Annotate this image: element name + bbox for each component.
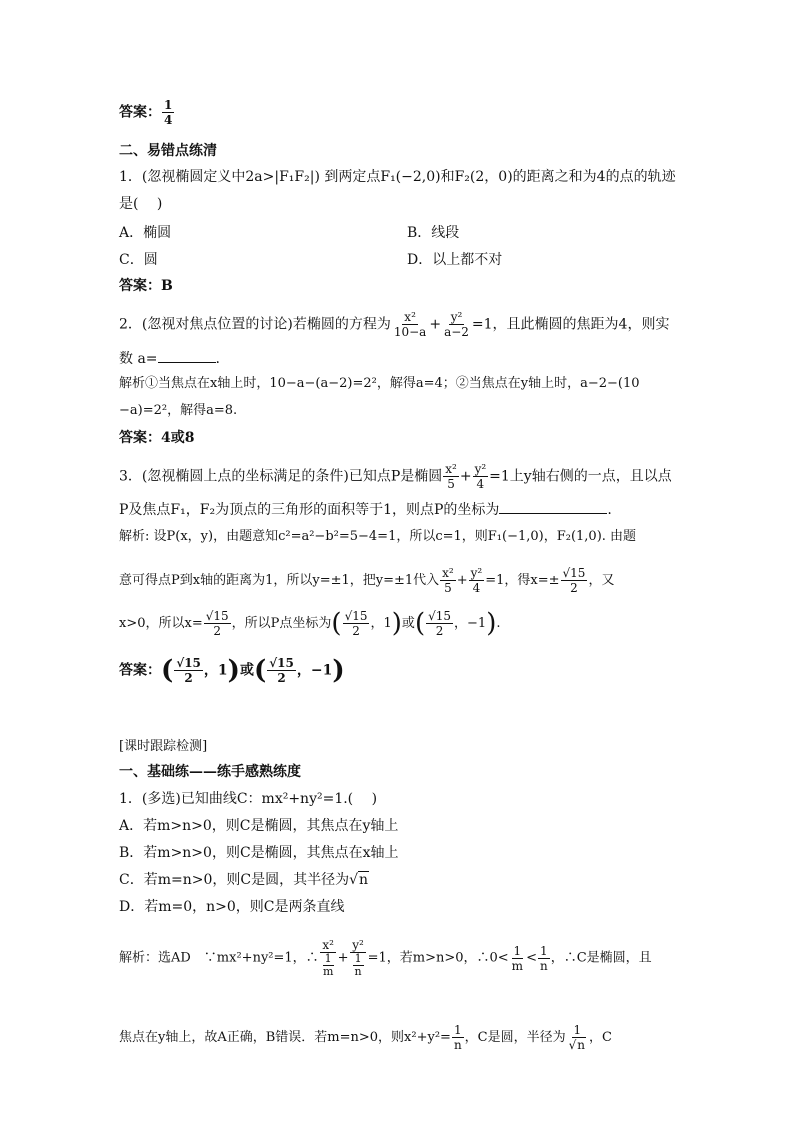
q1-answer: 答案：B bbox=[119, 278, 173, 294]
close-paren: ) bbox=[391, 608, 402, 639]
q1-stem-line1: 1．(忽视椭圆定义中2a>|F₁F₂|) 到两定点F₁(−2,0)和F₂(2，0)的距离之和为4的点的轨迹 bbox=[119, 169, 676, 185]
fraction-numerator: 1 bbox=[540, 943, 548, 958]
p1-stem: 1．(多选)已知曲线C：mx²+ny²=1.( ) bbox=[119, 791, 378, 807]
q2-post: =1，且此椭圆的焦距为4，则实 bbox=[471, 316, 670, 333]
sol-frac-sqrt15 bbox=[561, 566, 588, 595]
q2-stem-line1 bbox=[119, 310, 669, 339]
or-text: 或 bbox=[239, 662, 254, 679]
sqrt-radicand: n bbox=[359, 872, 369, 888]
q3-stem-line1 bbox=[119, 462, 672, 491]
plus-sign: + bbox=[337, 950, 349, 966]
fraction-denominator: 5 bbox=[447, 477, 455, 491]
coord1-y: ，1 bbox=[370, 616, 392, 631]
coord1-x bbox=[343, 609, 370, 638]
q3-solution-line3 bbox=[119, 609, 500, 638]
fraction-numerator: y² bbox=[450, 310, 463, 324]
fraction-denominator: a−2 bbox=[444, 325, 469, 339]
answer-blank[interactable] bbox=[499, 499, 607, 514]
q3-stem-line2 bbox=[119, 499, 612, 520]
fraction-denominator: 2 bbox=[213, 624, 222, 638]
fraction-denominator: m bbox=[511, 958, 524, 973]
open-paren: ( bbox=[414, 608, 426, 639]
answer-label: 答案： bbox=[119, 104, 161, 121]
q1-option-d: D．以上都不对 bbox=[407, 252, 503, 268]
open-paren: ( bbox=[253, 655, 267, 686]
fraction-numerator: 1 bbox=[354, 952, 362, 965]
fraction-numerator: √15 bbox=[344, 609, 368, 623]
fraction-numerator: 1 bbox=[453, 1023, 462, 1037]
q3-sol3-pre: x>0，所以x= bbox=[119, 616, 203, 631]
q2-answer: 答案：4或8 bbox=[119, 430, 195, 446]
fraction-numerator: x² bbox=[322, 938, 334, 952]
q3-post: =1上y轴右侧的一点，且以点 bbox=[489, 468, 672, 485]
p1-option-c bbox=[119, 870, 369, 890]
q3-line2-end: . bbox=[607, 502, 612, 518]
answer-top bbox=[119, 98, 175, 127]
sol-frac-x-over-1m bbox=[320, 938, 337, 978]
answer-label: 答案： bbox=[119, 662, 161, 679]
fraction-denominator: 2 bbox=[352, 624, 360, 638]
fraction-denominator: 4 bbox=[164, 113, 173, 127]
q2-frac-x bbox=[392, 310, 428, 339]
q3-solution-line1: 解析: 设P(x，y)，由题意知c²=a²−b²=5−4=1，所以c=1，则F₁(−1,0)，F₂(1,0). 由题 bbox=[119, 529, 637, 544]
p1-sol1-pre: 解析：选AD ∵mx²+ny²=1，∴ bbox=[119, 950, 319, 966]
plus-sign: + bbox=[459, 468, 472, 485]
sol-frac-y-over-1n bbox=[350, 938, 367, 978]
fraction-denominator: 2 bbox=[277, 671, 286, 685]
fraction-denominator bbox=[350, 953, 367, 978]
fraction-denominator: 10−a bbox=[393, 325, 427, 339]
p1-option-d: D．若m=0，n>0，则C是两条直线 bbox=[119, 899, 345, 915]
coord2-y: ，−1 bbox=[454, 616, 487, 631]
ans-coord1-x bbox=[174, 656, 203, 685]
fraction-numerator: √15 bbox=[269, 656, 294, 670]
open-paren: ( bbox=[161, 655, 174, 686]
fraction-numerator: 1 bbox=[513, 943, 522, 958]
plus-sign: + bbox=[456, 573, 468, 588]
fraction-denominator: 2 bbox=[570, 581, 578, 595]
q1-option-c: C．圆 bbox=[119, 252, 158, 268]
coord2-x bbox=[426, 609, 453, 638]
q1-option-b: B．线段 bbox=[407, 225, 460, 241]
q3-sol2-mid: =1，得x=± bbox=[485, 573, 560, 588]
sqrt-sign: √ bbox=[349, 872, 359, 888]
fraction-numerator: x² bbox=[404, 310, 416, 324]
frac-1-over-m bbox=[510, 944, 525, 973]
fraction-numerator: y² bbox=[474, 462, 487, 476]
q1-stem-line2: 是( ) bbox=[119, 196, 163, 212]
q2-line2-end: . bbox=[215, 351, 220, 367]
or-text: 或 bbox=[401, 616, 415, 631]
fraction-denominator: 4 bbox=[476, 477, 485, 491]
fraction-denominator: 2 bbox=[184, 671, 193, 685]
sol-frac-y bbox=[469, 566, 485, 595]
q2-frac-y bbox=[442, 310, 471, 339]
section-title-errors: 二、易错点练清 bbox=[119, 143, 217, 159]
fraction-numerator: y² bbox=[470, 566, 483, 580]
fraction-numerator: √15 bbox=[428, 609, 452, 623]
p1-option-b: B．若m>n>0，则C是椭圆，其焦点在x轴上 bbox=[119, 845, 399, 861]
p1-solution-line1 bbox=[119, 938, 652, 978]
open-paren: ( bbox=[331, 608, 342, 639]
fraction-numerator: √15 bbox=[562, 566, 586, 580]
p1-sol2-pre: 焦点在y轴上，故A正确，B错误．若m=n>0，则x²+y²= bbox=[119, 1030, 451, 1045]
fraction-denominator bbox=[320, 953, 337, 978]
p1-sol1-end: ，∴C是椭圆，且 bbox=[550, 950, 652, 966]
sol-frac-x bbox=[440, 566, 456, 595]
p1-sol2-mid: ，C是圆，半径为 bbox=[464, 1030, 566, 1045]
close-paren: ) bbox=[332, 655, 345, 686]
q3-sol3-mid: ，所以P点坐标为 bbox=[231, 616, 332, 631]
q3-answer bbox=[119, 656, 345, 685]
fraction-numerator: x² bbox=[445, 462, 457, 476]
section-title-basic: 一、基础练——练手感熟练度 bbox=[119, 764, 301, 780]
ans-coord1-y: ，1 bbox=[203, 662, 228, 679]
q2-solution-line2: −a)=2²，解得a=8. bbox=[119, 403, 238, 418]
q3-pre: 3．(忽视椭圆上点的坐标满足的条件)已知点P是椭圆 bbox=[119, 468, 443, 485]
answer-blank[interactable] bbox=[158, 348, 216, 363]
ans-coord2-x bbox=[267, 656, 296, 685]
fraction-denominator: √n bbox=[568, 1038, 586, 1052]
q1-option-a: A．椭圆 bbox=[119, 225, 172, 241]
p1-option-a: A．若m>n>0，则C是椭圆，其焦点在y轴上 bbox=[119, 818, 399, 834]
q3-sol2-end: ，又 bbox=[588, 573, 615, 588]
q3-frac-x bbox=[443, 462, 459, 491]
fraction-denominator: m bbox=[322, 965, 334, 978]
frac-1-over-n bbox=[452, 1023, 464, 1052]
p1-solution-line2 bbox=[119, 1023, 612, 1052]
fraction-denominator: 5 bbox=[444, 581, 452, 595]
q3-line2: P及焦点F₁，F₂为顶点的三角形的面积等于1，则点P的坐标为 bbox=[119, 502, 500, 518]
q3-sol3-end: . bbox=[496, 616, 501, 631]
fraction-numerator: y² bbox=[352, 938, 364, 952]
ans-coord2-y: ，−1 bbox=[296, 662, 333, 679]
tracking-header: [课时跟踪检测] bbox=[119, 739, 208, 754]
q2-line2: 数 a= bbox=[119, 351, 158, 367]
q3-solution-line2 bbox=[119, 566, 614, 595]
frac-1-over-sqrt-n bbox=[567, 1023, 588, 1052]
plus-sign: + bbox=[429, 316, 442, 333]
fraction-denominator: n bbox=[453, 1038, 462, 1052]
sqrt-radicand: n bbox=[577, 1038, 586, 1052]
nested-fraction bbox=[353, 953, 364, 978]
p1-option-c-text: C．若m=n>0，则C是圆，其半径为 bbox=[119, 872, 350, 888]
fraction-numerator: 1 bbox=[573, 1023, 582, 1037]
q2-stem-line2 bbox=[119, 348, 220, 369]
fraction-denominator: n bbox=[354, 965, 362, 978]
fraction-numerator: x² bbox=[442, 566, 454, 580]
p1-sol2-end: ，C bbox=[589, 1030, 612, 1045]
frac-1-over-n bbox=[538, 944, 550, 973]
fraction-numerator: 1 bbox=[324, 952, 332, 965]
q2-pre: 2．(忽视对焦点位置的讨论)若椭圆的方程为 bbox=[119, 316, 391, 333]
less-than-sign: < bbox=[526, 950, 537, 966]
close-paren: ) bbox=[227, 655, 240, 686]
fraction-numerator: √15 bbox=[176, 656, 201, 670]
fraction-denominator: 4 bbox=[472, 581, 481, 595]
q3-sol2-pre: 意可得点P到x轴的距离为1，所以y=±1，把y=±1代入 bbox=[119, 573, 440, 588]
fraction-denominator: 2 bbox=[435, 624, 444, 638]
sol-frac-x-value bbox=[204, 609, 231, 638]
nested-fraction bbox=[323, 953, 334, 978]
q3-frac-y bbox=[473, 462, 489, 491]
answer-fraction bbox=[162, 98, 174, 127]
p1-sol1-mid: =1，若m>n>0，∴0< bbox=[367, 950, 509, 966]
q2-solution-line1: 解析①当焦点在x轴上时，10−a−(a−2)=2²，解得a=4；②当焦点在y轴上时，a−2−(10 bbox=[119, 376, 640, 391]
fraction-denominator: n bbox=[539, 958, 548, 973]
fraction-numerator: √15 bbox=[205, 609, 229, 623]
fraction-numerator: 1 bbox=[164, 98, 173, 112]
close-paren: ) bbox=[486, 608, 497, 639]
